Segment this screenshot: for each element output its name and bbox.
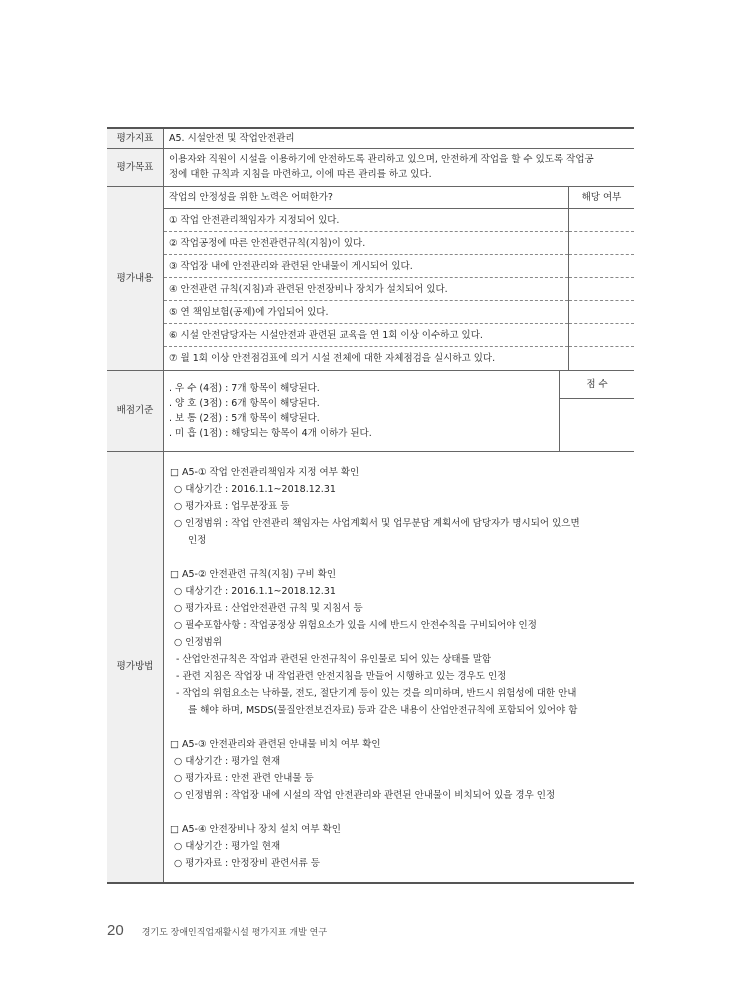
- method-line: ○ 인정범위: [174, 636, 223, 648]
- footer-title: 경기도 장애인직업재활시설 평가지표 개발 연구: [141, 928, 328, 938]
- scoring-criteria: [164, 371, 560, 451]
- method-body: [164, 451, 635, 883]
- method-section-heading: □ A5-① 작업 안전관리책임자 지정 여부 확인: [170, 466, 360, 478]
- content-item: ⑤ 연 책임보험(공제)에 가입되어 있다.: [164, 301, 569, 324]
- method-line: ○ 평가자료 : 안정장비 관련서류 등: [174, 857, 320, 869]
- content-cell: [164, 186, 635, 370]
- method-line: - 관련 지침은 작업장 내 작업관련 안전지침을 만들어 시행하고 있는 경우도 인정: [176, 670, 507, 682]
- content-item: ⑥ 시설 안전담당자는 시설안전과 관련된 교육을 연 1회 이상 이수하고 있다.: [164, 324, 569, 347]
- scoring-label: 배점기준: [107, 370, 164, 451]
- evaluation-table: [107, 127, 634, 884]
- section-gap: [170, 804, 628, 821]
- scoring-line: . 양 호 (3점) : 6개 항목이 해당된다.: [169, 397, 320, 409]
- content-item: ③ 작업장 내에 안전관리와 관련된 안내물이 게시되어 있다.: [164, 255, 569, 278]
- scoring-line: . 미 흡 (1점) : 해당되는 항목이 4개 이하가 된다.: [169, 427, 372, 439]
- method-line: - 작업의 위험요소는 낙하물, 전도, 절단기계 등이 있는 것을 의미하며, 반드시 위험성에 대한 안내: [176, 687, 577, 699]
- method-line: ○ 대상기간 : 2016.1.1~2018.12.31: [174, 585, 336, 597]
- method-line: ○ 평가자료 : 안전 관련 안내물 등: [174, 772, 314, 784]
- goal-text: [164, 148, 635, 186]
- section-gap: [170, 549, 628, 566]
- goal-line: 이용자와 직원이 시설을 이용하기에 안전하도록 관리하고 있으며, 안전하게 작업을 할 수 있도록 작업공: [169, 154, 594, 165]
- content-question: 작업의 안정성을 위한 노력은 어떠한가?: [164, 187, 569, 209]
- score-header: 점 수: [560, 371, 635, 399]
- method-line: ○ 평가자료 : 산업안전관련 규칙 및 지침서 등: [174, 602, 363, 614]
- method-label: 평가방법: [107, 451, 164, 883]
- content-item: ④ 안전관련 규칙(지침)과 관련된 안전장비나 장치가 설치되어 있다.: [164, 278, 569, 301]
- page-footer: [107, 922, 327, 939]
- scoring-line: . 보 통 (2점) : 5개 항목이 해당된다.: [169, 412, 320, 424]
- method-line: ○ 인정범위 : 작업장 내에 시설의 작업 안전관리와 관련된 안내물이 비치되어 있을 경우 인정: [174, 789, 556, 801]
- index-value: A5. 시설안전 및 작업안전관리: [164, 128, 635, 148]
- method-sections: [170, 464, 628, 872]
- index-label: 평가지표: [107, 128, 164, 148]
- goal-line: 정에 대한 규칙과 지침을 마련하고, 이에 따른 관리를 하고 있다.: [169, 169, 432, 180]
- method-line: ○ 대상기간 : 평가일 현재: [174, 755, 281, 767]
- check-cell[interactable]: [569, 232, 635, 255]
- content-item: ① 작업 안전관리책임자가 지정되어 있다.: [164, 209, 569, 232]
- content-item: ② 작업공정에 따른 안전관련규칙(지침)이 있다.: [164, 232, 569, 255]
- method-line: 인정: [188, 534, 207, 546]
- score-input-cell[interactable]: [560, 399, 635, 451]
- method-line: ○ 인정범위 : 작업 안전관리 책임자는 사업계획서 및 업무분담 계획서에 담당자가 명시되어 있으면: [174, 517, 580, 529]
- page-number: 20: [107, 922, 124, 939]
- content-item: ⑦ 월 1회 이상 안전점검표에 의거 시설 전체에 대한 자체점검을 실시하고 있다.: [169, 352, 496, 364]
- method-section-heading: □ A5-② 안전관련 규칙(지침) 구비 확인: [170, 568, 337, 580]
- method-line: ○ 필수포함사항 : 작업공정상 위험요소가 있을 시에 반드시 안전수칙을 구비되어야 인정: [174, 619, 537, 631]
- check-cell[interactable]: [569, 209, 635, 232]
- method-section-heading: □ A5-③ 안전관리와 관련된 안내물 비치 여부 확인: [170, 738, 381, 750]
- check-cell[interactable]: [569, 301, 635, 324]
- check-cell[interactable]: [569, 255, 635, 278]
- method-line: 를 해야 하며, MSDS(물질안전보건자료) 등과 같은 내용이 산업안전규칙에 포함되어 있어야 함: [188, 704, 578, 716]
- goal-label: 평가목표: [107, 148, 164, 186]
- content-inner-table: [164, 187, 634, 370]
- method-section-heading: □ A5-④ 안전장비나 장치 설치 여부 확인: [170, 823, 341, 835]
- method-line: ○ 평가자료 : 업무분장표 등: [174, 500, 290, 512]
- scoring-cell: [164, 370, 635, 451]
- check-cell[interactable]: [569, 278, 635, 301]
- section-gap: [170, 719, 628, 736]
- check-cell[interactable]: [569, 324, 635, 347]
- method-line: ○ 대상기간 : 평가일 현재: [174, 840, 281, 852]
- method-line: ○ 대상기간 : 2016.1.1~2018.12.31: [174, 483, 336, 495]
- scoring-line: . 우 수 (4점) : 7개 항목이 해당된다.: [169, 382, 320, 394]
- content-label: 평가내용: [107, 186, 164, 370]
- method-line: - 산업안전규칙은 작업과 관련된 안전규칙이 유인물로 되어 있는 상태를 말함: [176, 653, 492, 665]
- check-header: 해당 여부: [569, 187, 635, 209]
- scoring-inner-table: [164, 371, 634, 451]
- check-cell[interactable]: [569, 347, 635, 370]
